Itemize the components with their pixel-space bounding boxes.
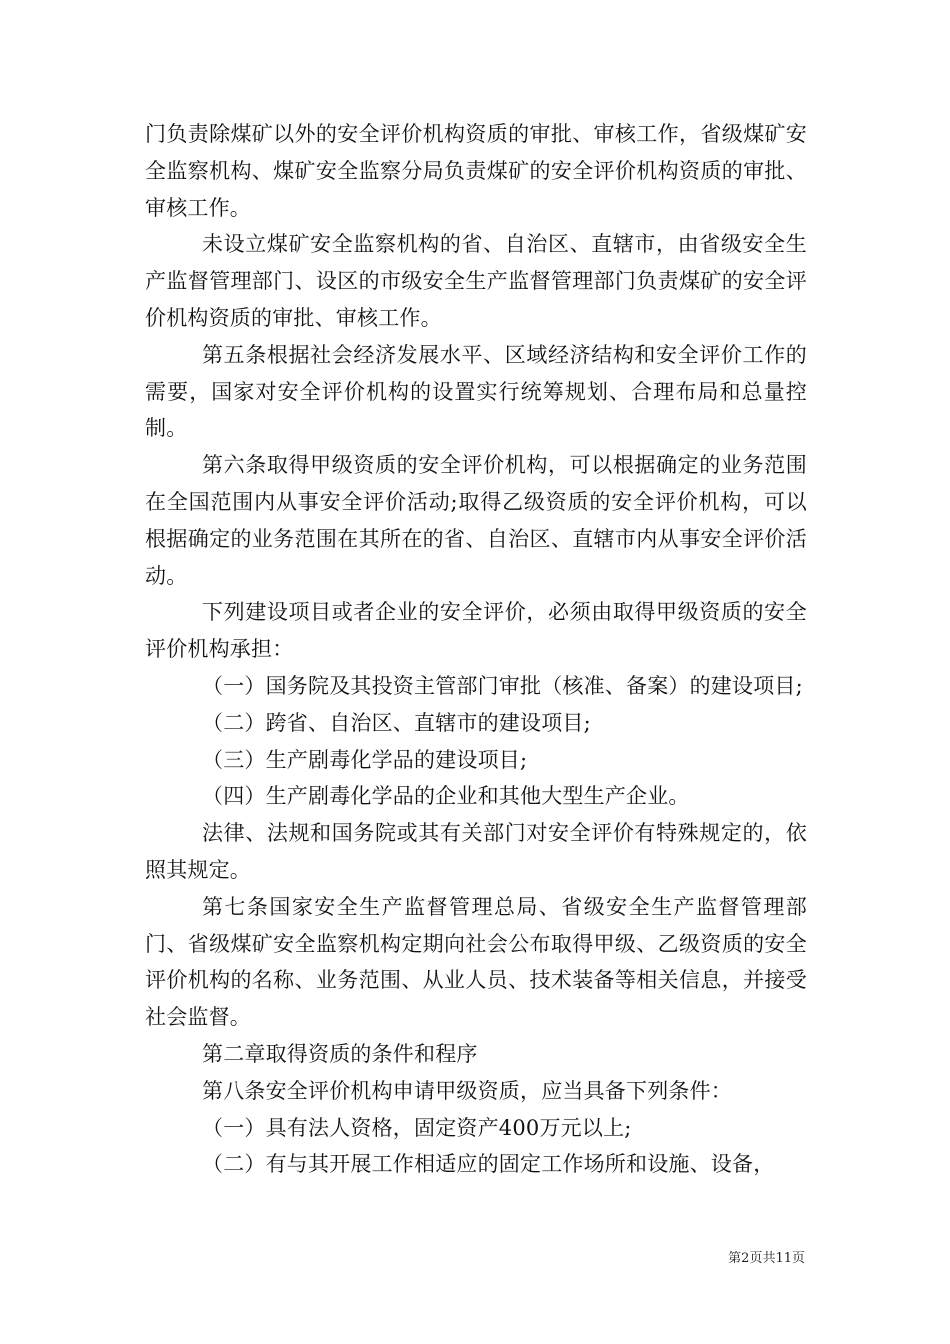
paragraph-continuation: 门负责除煤矿以外的安全评价机构资质的审批、审核工作，省级煤矿安全监察机构、煤矿安全监察分局负责煤矿的安全评价机构资质的审批、审核工作。 xyxy=(145,122,807,220)
paragraph: 下列建设项目或者企业的安全评价，必须由取得甲级资质的安全评价机构承担： xyxy=(145,600,807,662)
list-item: （三）生产剧毒化学品的建设项目; xyxy=(202,747,528,772)
page-number: 第2页共11页 xyxy=(728,1251,805,1266)
list-item: （一）具有法人资格，固定资产400万元以上; xyxy=(202,1115,632,1140)
list-item: （二）有与其开展工作相适应的固定工作场所和设施、设备， xyxy=(202,1152,775,1177)
article-7: 第七条国家安全生产监督管理总局、省级安全生产监督管理部门、省级煤矿安全监察机构定期向社会公布取得甲级、乙级资质的安全评价机构的名称、业务范围、从业人员、技术装备等相关信息，并接受社会监督。 xyxy=(145,894,807,1030)
paragraph: 未设立煤矿安全监察机构的省、自治区、直辖市，由省级安全生产监督管理部门、设区的市级安全生产监督管理部门负责煤矿的安全评价机构资质的审批、审核工作。 xyxy=(145,232,807,330)
document-body xyxy=(145,116,807,1183)
chapter-heading: 第二章取得资质的条件和程序 xyxy=(202,1041,478,1066)
list-item: （一）国务院及其投资主管部门审批（核准、备案）的建设项目; xyxy=(202,673,803,698)
article-6: 第六条取得甲级资质的安全评价机构，可以根据确定的业务范围在全国范围内从事安全评价活动;取得乙级资质的安全评价机构，可以根据确定的业务范围在其所在的省、自治区、直辖市内从事安全评价活动。 xyxy=(145,453,807,588)
list-item: （二）跨省、自治区、直辖市的建设项目; xyxy=(202,710,591,735)
article-5: 第五条根据社会经济发展水平、区域经济结构和安全评价工作的需要，国家对安全评价机构的设置实行统筹规划、合理布局和总量控制。 xyxy=(145,342,807,441)
paragraph: 法律、法规和国务院或其有关部门对安全评价有特殊规定的，依照其规定。 xyxy=(145,821,807,882)
list-item: （四）生产剧毒化学品的企业和其他大型生产企业。 xyxy=(202,784,690,809)
article-8: 第八条安全评价机构申请甲级资质，应当具备下列条件： xyxy=(202,1078,732,1103)
